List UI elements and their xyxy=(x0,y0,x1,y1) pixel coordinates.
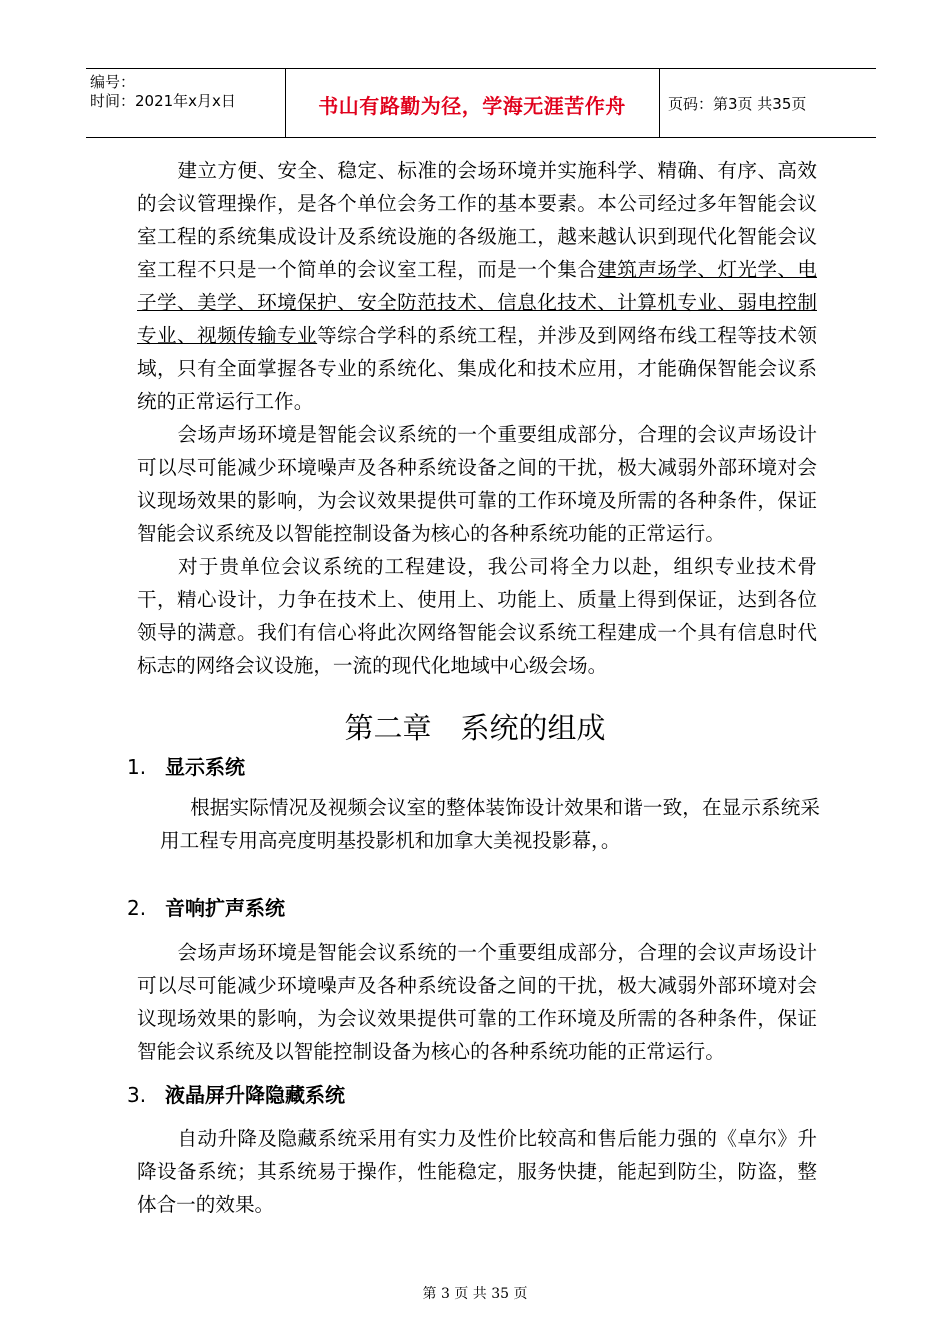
intro-paragraph-3 xyxy=(137,550,817,682)
header-page-number: 页码：第3页 共35页 xyxy=(668,95,807,113)
section-number: 2. xyxy=(127,896,147,920)
intro-text: 建立方便、安全、稳定、标准的会场环境并实施科学、精确、有序、高效的会议管理操作，是各个单位会务工作的基本要素。本公司经过多年智能会议室工程的系统集成设计及系统设施的各级施工，越来越认识到现代化智能会议室工程不只是一个简单的会议室工程，而是一个集合 xyxy=(137,159,817,281)
paragraph-text: 会场声场环境是智能会议系统的一个重要组成部分，合理的会议声场设计可以尽可能减少环境噪声及各种系统设备之间的干扰，极大减弱外部环境对会议现场效果的影响，为会议效果提供可靠的工作环境及所需的各种条件，保证智能会议系统及以智能控制设备为核心的各种系统功能的正常运行。 xyxy=(137,423,817,545)
section-3-text xyxy=(137,1122,817,1221)
chapter-title: 第二章 系统的组成 xyxy=(344,711,606,745)
intro-paragraph-1 xyxy=(137,154,817,418)
paragraph-text: 根据实际情况及视频会议室的整体装饰设计效果和谐一致，在显示系统采用工程专用高亮度明基投影机和加拿大美视投影幕，。 xyxy=(160,796,820,852)
section-1-text xyxy=(160,791,820,857)
document-code-label: 编号： xyxy=(90,73,136,91)
paragraph-text: 自动升降及隐藏系统采用有实力及性价比较高和售后能力强的《卓尔》升降设备系统；其系统易于操作，性能稳定，服务快捷，能起到防尘，防盗，整体合一的效果。 xyxy=(137,1127,817,1216)
section-title: 显示系统 xyxy=(165,755,245,779)
intro-text: 等综合学科的系统工程，并涉及到网络布线工程等技术领域，只有全面掌握各专业的系统化、集成化和技术应用，才能确保智能会议系统的正常运行工作。 xyxy=(137,324,818,413)
page-header xyxy=(86,68,876,138)
section-title: 音响扩声系统 xyxy=(165,896,285,920)
page-footer: 第 3 页 共 35 页 xyxy=(422,1286,528,1302)
section-heading-2 xyxy=(127,894,285,922)
paragraph-text: 对于贵单位会议系统的工程建设，我公司将全力以赴，组织专业技术骨干，精心设计，力争在技术上、使用上、功能上、质量上得到保证，达到各位领导的满意。我们有信心将此次网络智能会议系统工程建成一个具有信息时代标志的网络会议设施，一流的现代化地域中心级会场。 xyxy=(137,555,817,677)
underlined-disciplines: 建筑声场学、灯光学、电子学、美学、环境保护、安全防范技术、信息化技术、计算机专业、弱电控制专业、视频传输专业 xyxy=(137,258,818,347)
header-motto: 书山有路勤为径，学海无涯苦作舟 xyxy=(318,94,626,118)
section-heading-1 xyxy=(127,753,245,781)
section-title: 液晶屏升降隐藏系统 xyxy=(165,1083,345,1107)
paragraph-text: 会场声场环境是智能会议系统的一个重要组成部分，合理的会议声场设计可以尽可能减少环境噪声及各种系统设备之间的干扰，极大减弱外部环境对会议现场效果的影响，为会议效果提供可靠的工作环境及所需的各种条件，保证智能会议系统及以智能控制设备为核心的各种系统功能的正常运行。 xyxy=(137,941,817,1063)
section-2-text xyxy=(137,936,817,1068)
document-time-label: 时间：2021年x月x日 xyxy=(90,92,236,110)
section-number: 3. xyxy=(127,1083,147,1107)
header-divider xyxy=(659,69,660,137)
intro-paragraph-2 xyxy=(137,418,817,550)
section-number: 1. xyxy=(127,755,147,779)
section-heading-3 xyxy=(127,1081,345,1109)
